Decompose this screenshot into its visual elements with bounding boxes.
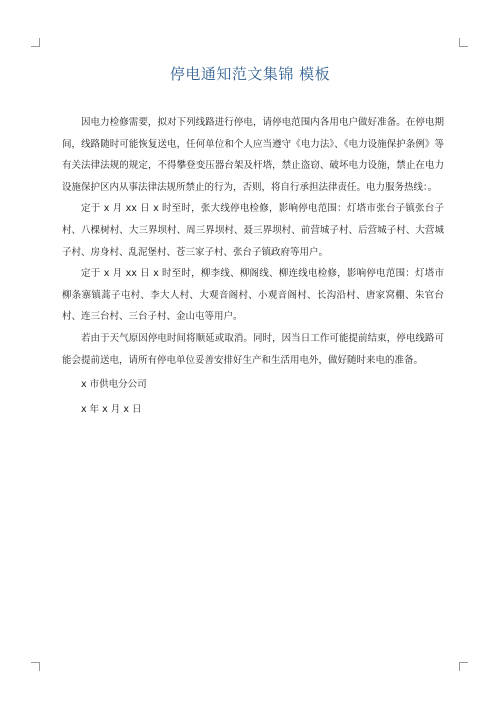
page-corner-mark-bottom-right	[459, 662, 468, 671]
paragraph-outage-zhangda: 定于 x 月 xx 日 x 时至时，张大线停电检修，影响停电范围：灯塔市张台子镇张台子村、八棵树村、大三界坝村、周三界坝村、聂三界坝村、前营城子村、后营城子村、大营城子村、房身村、乱泥堡村、苍三家子村、张台子镇政府等用户。	[62, 203, 444, 258]
signature-date: x 年 x 月 x 日	[81, 403, 142, 415]
page-corner-mark-top-left	[31, 38, 40, 47]
paragraph-outage-liuli: 定于 x 月 xx 日 x 时至时，柳李线、柳阁线、柳连线电检修，影响停电范围：灯塔市柳条寨镇蒿子屯村、李大人村、大观音阁村、小观音阁村、长沟沿村、唐家窝棚、朱官台村、连三台村、三台子村、金山屯等用户。	[62, 268, 444, 323]
document-body	[62, 112, 444, 420]
document-title: 停电通知范文集锦 模板	[169, 65, 331, 83]
paragraph-weather-note: 若由于天气原因停电时间将顺延或取消。同时，因当日工作可能提前结束，停电线路可能会提前送电，请所有停电单位妥善安排好生产和生活用电外，做好随时来电的准备。	[62, 332, 444, 366]
page-corner-mark-top-right	[459, 38, 468, 47]
paragraph-notice-intro: 因电力检修需要，拟对下列线路进行停电，请停电范围内各用电户做好准备。在停电期间，线路随时可能恢复送电，任何单位和个人应当遵守《电力法》、《电力设施保护条例》等有关法律法规的规定，不得攀登变压器台架及杆塔，禁止盗窃、破坏电力设施，禁止在电力设施保护区内从事法律法规所禁止的行为，否则，将自行承担法律责任。电力服务热线：。	[62, 117, 444, 193]
page-corner-mark-bottom-left	[31, 662, 40, 671]
signature-company: x 市供电分公司	[81, 379, 147, 391]
